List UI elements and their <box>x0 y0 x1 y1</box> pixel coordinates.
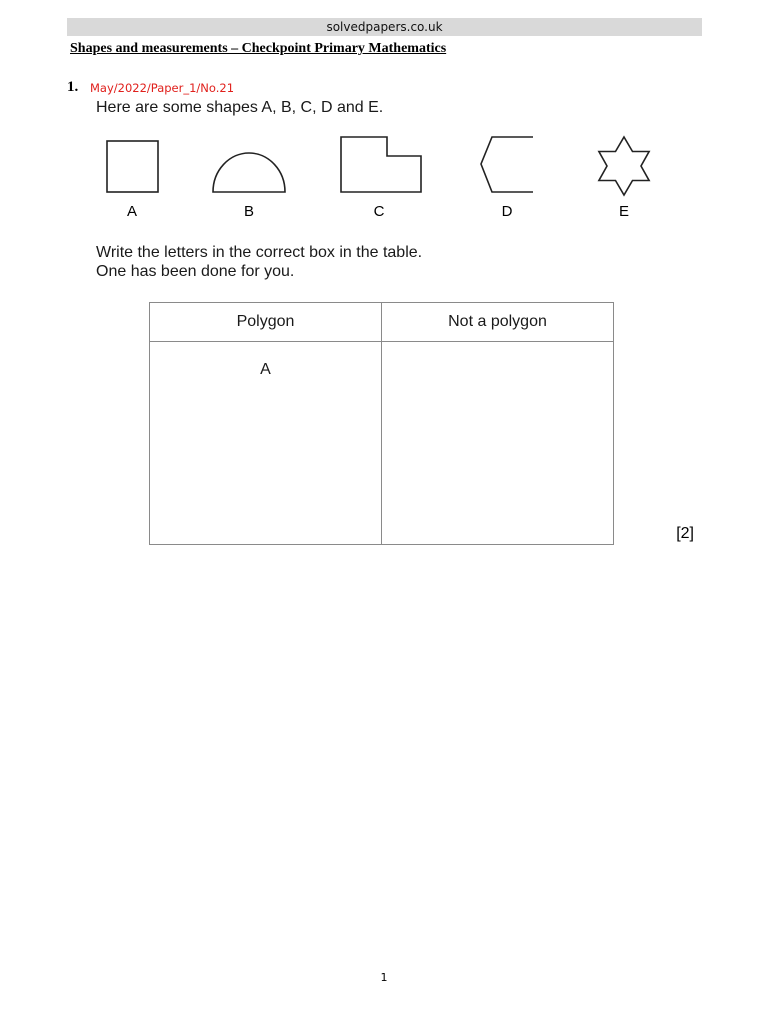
polygon-table <box>149 302 614 545</box>
shape-d-open-polygon <box>481 137 533 192</box>
shape-label-d: D <box>501 203 513 220</box>
shape-label-b: B <box>243 203 254 220</box>
shape-label-a: A <box>126 203 137 220</box>
shape-e-star <box>599 137 649 195</box>
shape-label-e: E <box>618 203 629 220</box>
header-not-polygon: Not a polygon <box>382 303 614 342</box>
instruction-line-2: One has been done for you. <box>96 263 295 280</box>
question-intro: Here are some shapes A, B, C, D and E. <box>96 99 384 116</box>
site-header-bar <box>67 18 702 36</box>
cell-polygon[interactable]: A <box>150 342 382 545</box>
shape-a-square <box>107 141 158 192</box>
question-reference: May/2022/Paper_1/No.21 <box>90 81 235 95</box>
marks-label: [2] <box>676 525 694 542</box>
instruction-line-1: Write the letters in the correct box in the table. <box>96 244 423 261</box>
header-polygon: Polygon <box>150 303 382 342</box>
document-title: Shapes and measurements – Checkpoint Primary Mathematics <box>70 41 447 56</box>
cell-not-polygon[interactable] <box>382 342 614 545</box>
shape-b-semicircle <box>213 153 285 192</box>
shape-label-c: C <box>373 203 385 220</box>
shape-c-hexagon <box>341 137 421 192</box>
question-number: 1. <box>67 79 79 95</box>
page-number: 1 <box>380 971 388 984</box>
site-name: solvedpapers.co.uk <box>326 20 443 34</box>
